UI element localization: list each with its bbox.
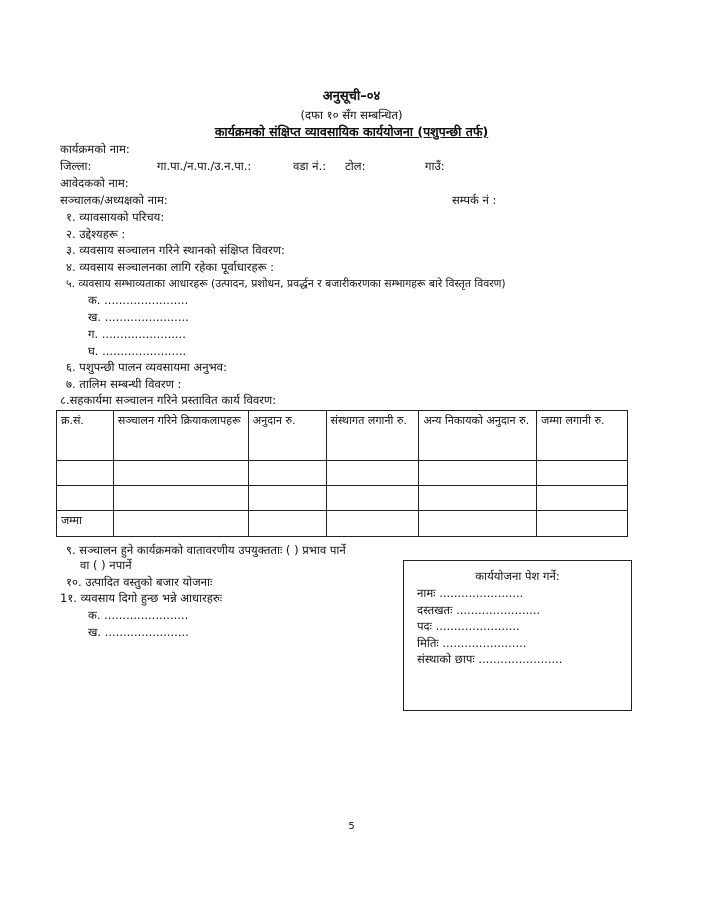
proposed-work-table bbox=[56, 410, 628, 537]
table-row bbox=[57, 486, 628, 511]
municipality-label: गा.पा./न.पा./उ.न.पा.: bbox=[157, 159, 252, 173]
item-6: ६. पशुपन्छी पालन व्यवसायमा अनुभव: bbox=[66, 360, 227, 374]
item-11-a: क. ....................... bbox=[88, 608, 189, 622]
table-row bbox=[57, 461, 628, 486]
header-cell: अनुदान रु. bbox=[248, 411, 326, 461]
header-cell: जम्मा लगानी रु. bbox=[537, 411, 628, 461]
item-11-b: ख. ....................... bbox=[88, 625, 189, 639]
item-5-a: क. ....................... bbox=[88, 293, 189, 307]
item-4: ४. व्यवसाय सञ्चालनका लागि रहेका पूर्वाधारहरू : bbox=[66, 260, 275, 274]
doc-title: अनुसूची–०४ bbox=[322, 89, 381, 104]
item-9: ९. सञ्चालन हुने कार्यक्रमको वातावरणीय उपयुक्तताः ( ) प्रभाव पार्ने bbox=[66, 543, 346, 557]
item-7: ७. तालिम सम्बन्धी विवरण : bbox=[66, 377, 182, 391]
item-5-b: ख. ....................... bbox=[88, 310, 189, 324]
item-11: 1१. व्यवसाय दिगो हुन्छ भन्ने आधारहरुः bbox=[60, 591, 223, 605]
item-5-d: घ. ....................... bbox=[88, 344, 187, 358]
table-header-row bbox=[57, 411, 628, 461]
ward-label: वडा नं.: bbox=[293, 159, 327, 173]
submitter-post: पदः ....................... bbox=[417, 619, 520, 633]
total-label: जम्मा bbox=[57, 511, 114, 537]
item-5: ५. व्यवसाय सम्भाव्यताका आधारहरू (उत्पादन, प्रशोधन, प्रवर्द्धन र बजारीकरणका सम्भागहरू बारे विस्तृत विवरण) bbox=[66, 277, 506, 290]
program-name-label: कार्यक्रमको नाम: bbox=[60, 142, 130, 156]
doc-heading: कार्यक्रमको संक्षिप्त व्यावसायिक कार्ययोजना (पशुपन्छी तर्फ) bbox=[214, 124, 489, 139]
submission-title: कार्ययोजना पेश गर्ने: bbox=[475, 569, 560, 583]
header-cell: सञ्चालन गरिने क्रियाकलापहरू bbox=[113, 411, 248, 461]
district-label: जिल्ला: bbox=[60, 159, 92, 173]
submission-date: मितिः ....................... bbox=[417, 636, 527, 650]
organization-stamp: संस्थाको छापः ....................... bbox=[417, 652, 563, 666]
header-cell: क्र.सं. bbox=[57, 411, 114, 461]
item-1: १. व्यावसायको परिचय: bbox=[66, 210, 165, 224]
header-cell: अन्य निकायको अनुदान रु. bbox=[419, 411, 537, 461]
contact-label: सम्पर्क नं : bbox=[452, 193, 497, 207]
table-total-row bbox=[57, 511, 628, 537]
submission-box bbox=[403, 560, 632, 711]
village-label: गाउँ: bbox=[425, 159, 445, 173]
applicant-label: आवेदकको नाम: bbox=[60, 176, 129, 190]
tole-label: टोल: bbox=[345, 159, 366, 173]
item-3: ३. व्यवसाय सञ्चालन गरिने स्थानको संक्षिप्त विवरण: bbox=[66, 243, 285, 257]
chair-label: सञ्चालक/अध्यक्षको नाम: bbox=[60, 193, 168, 207]
item-9-cont: वा ( ) नपार्ने bbox=[80, 558, 132, 572]
submitter-signature: दस्तखतः ....................... bbox=[417, 603, 541, 617]
item-8: ८.सहकार्यमा सञ्चालन गरिने प्रस्तावित कार्य विवरण: bbox=[60, 393, 277, 407]
doc-subtitle: (दफा १० सँग सम्बन्धित) bbox=[300, 108, 403, 122]
item-2: २. उद्देश्यहरू : bbox=[66, 227, 126, 241]
page-number: 5 bbox=[348, 821, 355, 832]
submitter-name: नामः ....................... bbox=[417, 586, 524, 600]
item-5-c: ग. ....................... bbox=[88, 327, 186, 341]
item-10: १०. उत्पादित वस्तुको बजार योजनाः bbox=[66, 575, 213, 589]
header-cell: संस्थागत लगानी रु. bbox=[326, 411, 419, 461]
